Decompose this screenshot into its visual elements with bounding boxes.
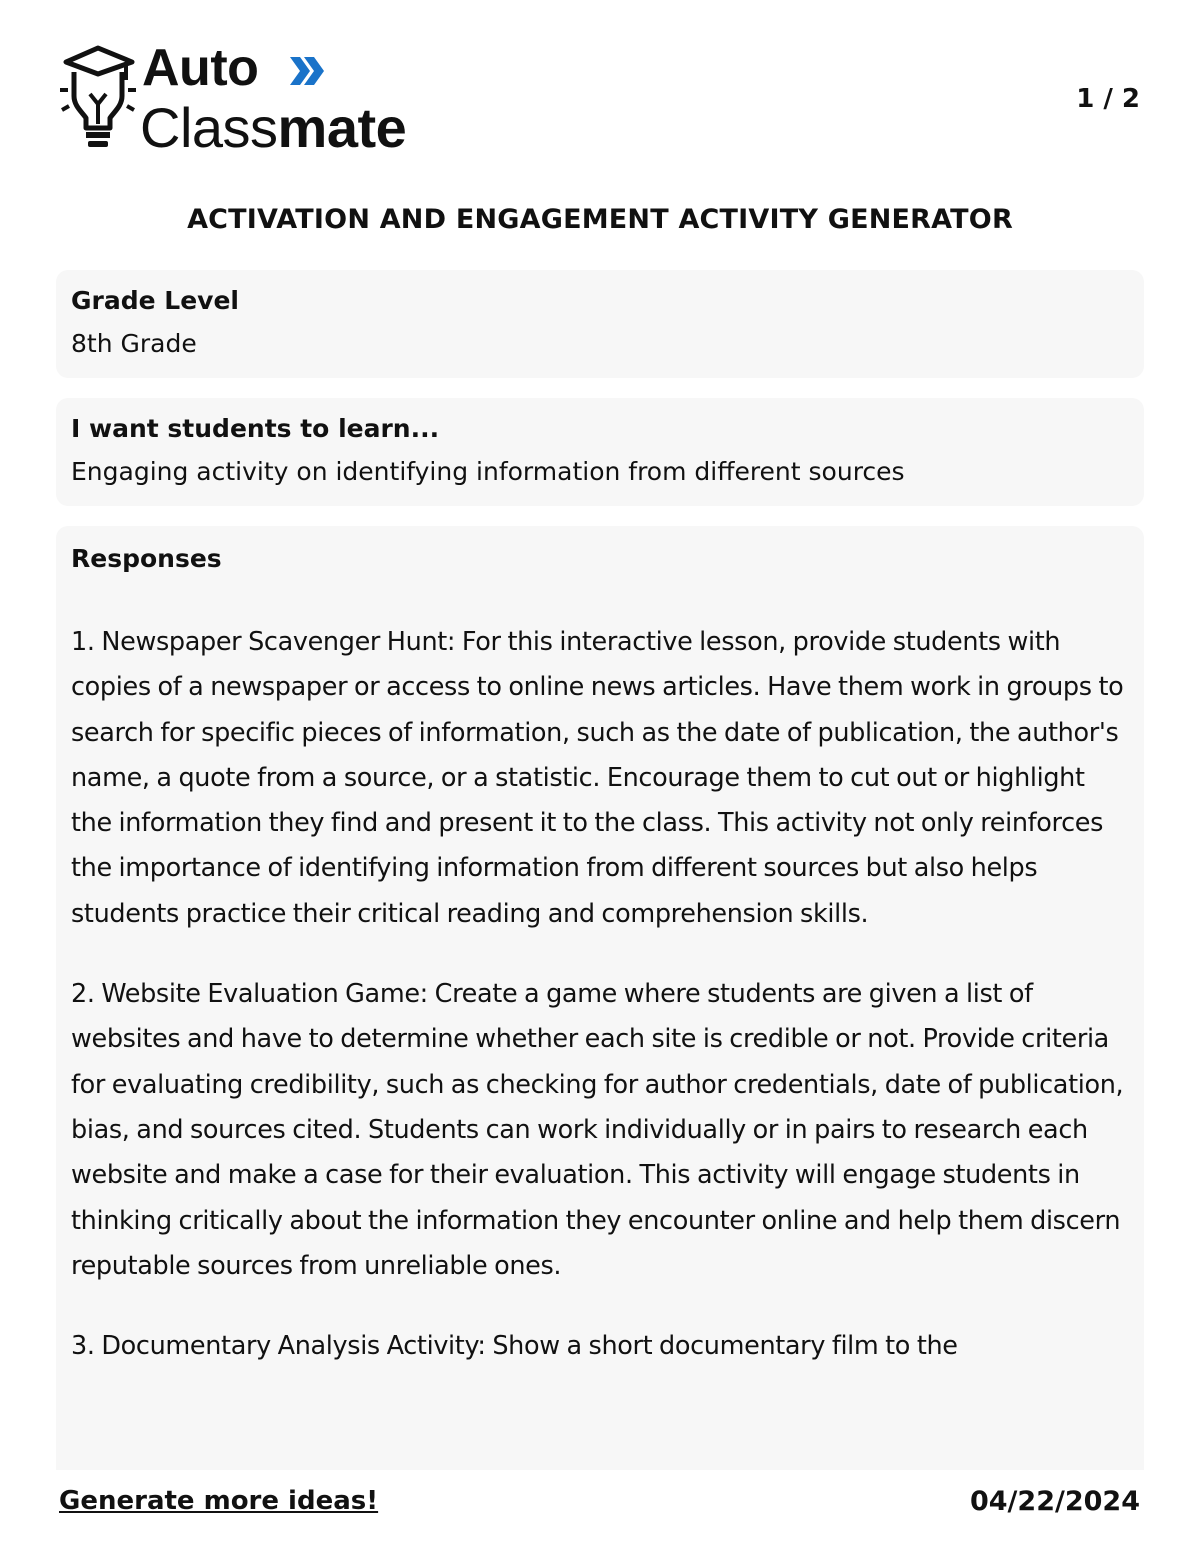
logo bbox=[60, 40, 460, 160]
footer-date: 04/22/2024 bbox=[969, 1486, 1140, 1517]
logo-word-mate: mate bbox=[277, 96, 407, 159]
responses-label: Responses bbox=[71, 544, 222, 573]
page-indicator: 1 / 2 bbox=[1076, 84, 1140, 114]
learning-goal-label: I want students to learn... bbox=[71, 414, 440, 443]
logo-word-auto: Auto bbox=[142, 39, 259, 97]
graduation-lightbulb-icon bbox=[60, 44, 136, 154]
grade-level-value: 8th Grade bbox=[71, 329, 197, 358]
grade-level-card bbox=[56, 270, 1144, 378]
generate-more-ideas-link[interactable]: Generate more ideas! bbox=[59, 1486, 379, 1516]
header bbox=[60, 40, 1140, 160]
learning-goal-card bbox=[56, 398, 1144, 506]
response-item: 1. Newspaper Scavenger Hunt: For this interactive lesson, provide students with copies of a newspaper or access to online news articles. Have them work in groups to search for specific pieces of information, such as the date of publication, the author's name, a quote from a source, or a statistic. Encourage them to cut out or highlight the information they find and present it to the class. This activity not only reinforces the importance of identifying information from different sources but also helps students practice their critical reading and comprehension skills. bbox=[71, 627, 1124, 929]
page-title: ACTIVATION AND ENGAGEMENT ACTIVITY GENERATOR bbox=[187, 204, 1013, 235]
logo-word-classmate bbox=[140, 96, 406, 160]
double-chevron-icon bbox=[288, 54, 328, 88]
logo-word-class: Class bbox=[140, 96, 278, 159]
response-item: 3. Documentary Analysis Activity: Show a short documentary film to the bbox=[71, 1331, 958, 1362]
responses-card bbox=[56, 526, 1144, 1470]
learning-goal-value: Engaging activity on identifying information from different sources bbox=[71, 457, 905, 486]
grade-level-label: Grade Level bbox=[71, 286, 239, 315]
response-item: 2. Website Evaluation Game: Create a game where students are given a list of websites and have to determine whether each site is credible or not. Provide criteria for evaluating credibility, such as checking for author credentials, date of publication, bias, and sources cited. Students can work individually or in pairs to research each website and make a case for their evaluation. This activity will engage students in thinking critically about the information they encounter online and help them discern reputable sources from unreliable ones. bbox=[71, 979, 1124, 1281]
